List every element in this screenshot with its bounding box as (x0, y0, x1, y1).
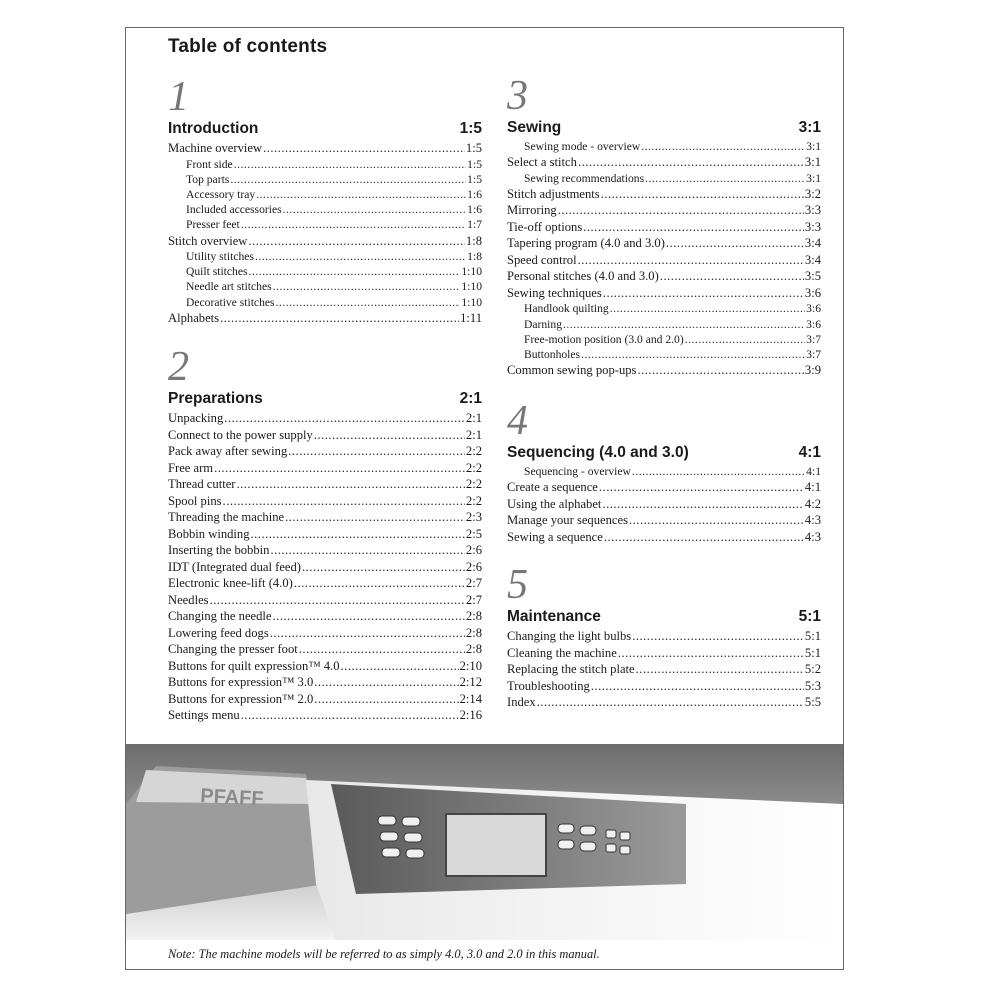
entry-label: Buttons for expression™ 3.0 (168, 675, 314, 689)
entry-label: Sewing a sequence (507, 529, 603, 544)
toc-entry[interactable] (168, 410, 482, 427)
entry-label: Manage your sequences (507, 513, 628, 528)
section-title: Preparations (168, 390, 263, 407)
leader-dots (223, 493, 465, 510)
leader-dots (248, 233, 465, 250)
entry-page: 1:10 (461, 295, 482, 309)
entry-page: 2:16 (459, 708, 482, 722)
leader-dots (314, 691, 458, 708)
leader-dots (255, 249, 466, 264)
entry-label: Sewing recommendations (524, 171, 645, 185)
leader-dots (241, 217, 466, 232)
leader-dots (273, 608, 465, 625)
leader-dots (604, 529, 804, 546)
section-title: Sequencing (4.0 and 3.0) (507, 444, 689, 461)
toc-entry[interactable] (168, 509, 482, 526)
toc-entry[interactable] (168, 658, 482, 675)
leader-dots (230, 172, 466, 187)
entry-page: 3:1 (806, 140, 821, 153)
entry-label: Using the alphabet (507, 496, 602, 511)
entry-label: Buttons for expression™ 2.0 (168, 691, 314, 706)
leader-dots (610, 301, 805, 316)
leader-dots (236, 476, 464, 493)
toc-entry[interactable] (168, 493, 482, 510)
entry-label: Tapering program (4.0 and 3.0) (507, 236, 665, 251)
toc-entry[interactable] (168, 187, 482, 202)
toc-entry[interactable] (168, 172, 482, 187)
toc-entry[interactable] (168, 140, 482, 157)
toc-entry[interactable] (168, 625, 482, 642)
leader-dots (251, 526, 465, 543)
section-4 (507, 400, 821, 545)
section-page: 1:5 (459, 120, 482, 137)
section-5 (507, 564, 821, 711)
entry-page: 2:2 (465, 444, 482, 458)
leader-dots (641, 139, 805, 154)
entry-label: Lowering feed dogs (168, 625, 269, 640)
entry-page: 2:8 (465, 625, 482, 640)
entry-label: Create a sequence (507, 480, 598, 495)
section-page: 3:1 (798, 119, 821, 136)
leader-dots (558, 202, 804, 219)
toc-entry[interactable] (507, 512, 821, 529)
entry-label: Front side (186, 157, 233, 171)
leader-dots (636, 661, 804, 678)
section-heading[interactable] (168, 120, 482, 138)
toc-entry[interactable] (507, 317, 821, 332)
entry-label: Free-motion position (3.0 and 2.0) (524, 332, 684, 346)
entry-page: 1:10 (461, 265, 482, 279)
leader-dots (285, 509, 465, 526)
entry-label: Tie-off options (507, 219, 583, 234)
entry-label: Personal stitches (4.0 and 3.0) (507, 269, 659, 284)
entry-label: Pack away after sewing (168, 444, 288, 458)
entry-label: Utility stitches (186, 250, 254, 264)
entry-label: Sequencing - overview (524, 465, 631, 478)
leader-dots (214, 460, 465, 477)
entry-list (507, 464, 821, 545)
entry-label: Stitch adjustments (507, 186, 600, 201)
toc-entry[interactable] (168, 575, 482, 592)
entry-label: Index (507, 695, 536, 709)
entry-label: Included accessories (186, 203, 282, 217)
toc-entry[interactable] (168, 674, 482, 691)
entry-page: 1:8 (467, 250, 482, 264)
leader-dots (241, 707, 459, 724)
entry-page: 1:6 (467, 187, 482, 201)
entry-page: 5:2 (804, 662, 821, 676)
leader-dots (581, 347, 805, 362)
toc-entry[interactable] (168, 310, 482, 327)
toc-entry[interactable] (168, 707, 482, 724)
entry-page: 1:11 (460, 310, 482, 325)
entry-label: Accessory tray (186, 187, 256, 201)
toc-entry[interactable] (507, 301, 821, 316)
entry-page: 3:4 (804, 236, 821, 251)
entry-label: Cleaning the machine (507, 645, 617, 660)
entry-label: Needle art stitches (186, 280, 272, 294)
leader-dots (299, 641, 465, 658)
toc-entry[interactable] (507, 678, 821, 695)
toc-entry[interactable] (168, 691, 482, 708)
leader-dots (283, 202, 467, 217)
leader-dots (537, 694, 804, 711)
toc-entry[interactable] (507, 171, 821, 186)
entry-page: 5:3 (804, 678, 821, 693)
entry-label: Troubleshooting (507, 678, 590, 693)
entry-page: 2:3 (465, 510, 482, 524)
toc-entry[interactable] (507, 154, 821, 171)
toc-entry[interactable] (507, 661, 821, 678)
entry-page: 2:2 (465, 493, 482, 508)
entry-label: Speed control (507, 252, 577, 267)
sewing-machine-illustration (126, 744, 843, 940)
entry-page: 2:8 (465, 609, 482, 623)
entry-page: 3:6 (804, 285, 821, 300)
section-heading[interactable] (507, 608, 821, 626)
entry-label: Alphabets (168, 310, 220, 325)
entry-label: Spool pins (168, 493, 222, 508)
entry-page: 2:1 (465, 427, 482, 442)
leader-dots (263, 140, 465, 157)
entry-label: Sewing techniques (507, 285, 602, 300)
toc-entry[interactable] (507, 202, 821, 219)
entry-page: 3:9 (804, 363, 821, 378)
section-page: 2:1 (459, 390, 482, 407)
page-title: Table of contents (168, 36, 328, 57)
entry-page: 5:1 (804, 645, 821, 660)
toc-entry[interactable] (168, 264, 482, 279)
entry-page: 3:6 (806, 317, 821, 331)
toc-entry[interactable] (507, 628, 821, 645)
leader-dots (288, 443, 465, 460)
brand-logo: PFAFF (199, 785, 265, 811)
entry-label: Buttons for quilt expression™ 4.0 (168, 658, 340, 673)
toc-entry[interactable] (507, 362, 821, 379)
leader-dots (294, 575, 465, 592)
entry-label: Top parts (186, 172, 230, 186)
entry-page: 3:2 (804, 186, 821, 201)
section-page: 5:1 (798, 608, 821, 625)
toc-entry[interactable] (168, 608, 482, 625)
entry-page: 1:10 (461, 280, 482, 294)
entry-page: 4:1 (804, 480, 821, 495)
entry-page: 3:7 (806, 332, 821, 346)
leader-dots (618, 645, 804, 662)
leader-dots (591, 678, 804, 695)
leader-dots (302, 559, 465, 576)
entry-label: Settings menu (168, 708, 240, 722)
entry-label: Thread cutter (168, 477, 236, 491)
entry-page: 4:2 (804, 496, 821, 511)
section-number: 1 (168, 74, 189, 120)
entry-page: 2:8 (465, 642, 482, 656)
entry-page: 1:7 (467, 218, 482, 232)
entry-page: 2:6 (465, 559, 482, 574)
toc-entry[interactable] (168, 427, 482, 444)
entry-label: Quilt stitches (186, 265, 248, 279)
entry-label: Handlook quilting (524, 302, 609, 316)
toc-entry[interactable] (168, 559, 482, 576)
entry-page: 1:6 (467, 203, 482, 217)
section-number: 2 (168, 344, 189, 390)
entry-label: Mirroring (507, 203, 557, 218)
section-title: Introduction (168, 120, 259, 137)
entry-label: Free arm (168, 460, 214, 475)
leader-dots (234, 157, 466, 172)
toc-entry[interactable] (507, 268, 821, 285)
entry-page: 3:1 (804, 155, 821, 170)
entry-page: 2:7 (465, 592, 482, 607)
entry-page: 1:8 (465, 233, 482, 248)
toc-entry[interactable] (168, 202, 482, 217)
section-title: Maintenance (507, 608, 601, 625)
toc-entry[interactable] (168, 157, 482, 172)
leader-dots (270, 625, 465, 642)
entry-label: Electronic knee-lift (4.0) (168, 576, 293, 590)
entry-list (168, 410, 482, 724)
toc-entry[interactable] (168, 641, 482, 658)
entry-label: Sewing mode - overview (524, 140, 641, 153)
leader-dots (341, 658, 459, 675)
entry-label: Select a stitch (507, 155, 577, 170)
leader-dots (603, 285, 804, 302)
entry-page: 2:6 (465, 543, 482, 557)
leader-dots (632, 464, 805, 479)
entry-label: Unpacking (168, 411, 224, 425)
entry-list (507, 628, 821, 711)
toc-entry[interactable] (168, 249, 482, 264)
toc-entry[interactable] (507, 694, 821, 711)
toc-entry[interactable] (507, 139, 821, 154)
leader-dots (685, 332, 805, 347)
entry-page: 2:5 (465, 526, 482, 541)
entry-page: 3:3 (804, 219, 821, 234)
toc-entry[interactable] (507, 186, 821, 203)
leader-dots (578, 154, 804, 171)
section-2 (168, 346, 482, 724)
toc-entry[interactable] (507, 235, 821, 252)
sewing-machine-photo (126, 744, 843, 940)
toc-entry[interactable] (507, 645, 821, 662)
leader-dots (563, 317, 805, 332)
entry-page: 1:5 (467, 172, 482, 186)
leader-dots (583, 219, 804, 236)
leader-dots (578, 252, 804, 269)
section-3 (507, 75, 821, 379)
entry-page: 2:14 (459, 691, 482, 706)
entry-page: 3:5 (804, 269, 821, 284)
leader-dots (599, 479, 804, 496)
entry-page: 2:10 (459, 658, 482, 673)
toc-entry[interactable] (507, 332, 821, 347)
entry-list (507, 139, 821, 379)
entry-page: 3:1 (806, 171, 821, 185)
section-heading[interactable] (507, 444, 821, 462)
entry-page: 1:5 (465, 141, 482, 155)
toc-entry[interactable] (168, 233, 482, 250)
toc-entry[interactable] (168, 476, 482, 493)
entry-page: 5:1 (804, 629, 821, 643)
entry-label: Inserting the bobbin (168, 543, 270, 557)
leader-dots (276, 295, 461, 310)
leader-dots (224, 410, 465, 427)
entry-page: 3:3 (804, 203, 821, 218)
entry-label: Replacing the stitch plate (507, 662, 635, 676)
entry-label: Common sewing pop-ups (507, 363, 637, 378)
toc-entry[interactable] (507, 496, 821, 513)
toc-entry[interactable] (507, 252, 821, 269)
entry-list (168, 140, 482, 326)
entry-page: 2:12 (459, 675, 482, 689)
toc-entry[interactable] (168, 526, 482, 543)
toc-entry[interactable] (168, 217, 482, 232)
entry-label: Threading the machine (168, 510, 285, 524)
entry-page: 1:5 (467, 157, 482, 171)
entry-label: IDT (Integrated dual feed) (168, 559, 301, 574)
leader-dots (629, 512, 804, 529)
entry-label: Changing the needle (168, 609, 272, 623)
leader-dots (666, 235, 804, 252)
entry-label: Buttonholes (524, 348, 581, 362)
leader-dots (249, 264, 461, 279)
toc-entry[interactable] (507, 529, 821, 546)
leader-dots (210, 592, 465, 609)
entry-label: Bobbin winding (168, 526, 250, 541)
section-number: 4 (507, 398, 528, 444)
section-heading[interactable] (168, 390, 482, 408)
leader-dots (645, 171, 805, 186)
entry-label: Connect to the power supply (168, 427, 313, 442)
leader-dots (602, 496, 803, 513)
leader-dots (601, 186, 804, 203)
entry-page: 3:4 (804, 252, 821, 267)
toc-entry[interactable] (168, 295, 482, 310)
entry-label: Stitch overview (168, 233, 248, 248)
section-title: Sewing (507, 119, 562, 136)
toc-entry[interactable] (168, 443, 482, 460)
footnote: Note: The machine models will be referred to as simply 4.0, 3.0 and 2.0 in this manual. (168, 947, 600, 961)
toc-entry[interactable] (507, 285, 821, 302)
leader-dots (270, 542, 464, 559)
entry-page: 3:6 (806, 302, 821, 316)
entry-page: 2:1 (465, 411, 482, 425)
entry-label: Darning (524, 317, 562, 331)
section-1 (168, 76, 482, 326)
section-heading[interactable] (507, 119, 821, 137)
toc-entry[interactable] (507, 479, 821, 496)
section-number: 3 (507, 73, 528, 119)
leader-dots (660, 268, 804, 285)
section-page: 4:1 (798, 444, 821, 461)
entry-label: Presser feet (186, 218, 240, 232)
toc-entry[interactable] (168, 542, 482, 559)
toc-entry[interactable] (168, 592, 482, 609)
entry-page: 2:2 (465, 460, 482, 475)
section-number: 5 (507, 562, 528, 608)
toc-entry[interactable] (507, 464, 821, 479)
toc-entry[interactable] (168, 279, 482, 294)
toc-entry[interactable] (507, 347, 821, 362)
entry-page: 5:5 (804, 695, 821, 709)
toc-entry[interactable] (507, 219, 821, 236)
entry-label: Changing the presser foot (168, 642, 298, 656)
entry-label: Decorative stitches (186, 295, 275, 309)
leader-dots (314, 427, 465, 444)
entry-label: Needles (168, 592, 209, 607)
entry-page: 4:1 (806, 465, 821, 478)
leader-dots (632, 628, 804, 645)
leader-dots (314, 674, 458, 691)
toc-entry[interactable] (168, 460, 482, 477)
entry-page: 3:7 (806, 348, 821, 362)
leader-dots (637, 362, 803, 379)
leader-dots (273, 279, 461, 294)
toc-page (125, 27, 844, 970)
leader-dots (256, 187, 466, 202)
entry-page: 4:3 (804, 529, 821, 544)
entry-page: 2:2 (465, 477, 482, 491)
entry-page: 2:7 (465, 576, 482, 590)
leader-dots (220, 310, 459, 327)
entry-page: 4:3 (804, 513, 821, 528)
entry-label: Changing the light bulbs (507, 629, 632, 643)
entry-label: Machine overview (168, 141, 263, 155)
